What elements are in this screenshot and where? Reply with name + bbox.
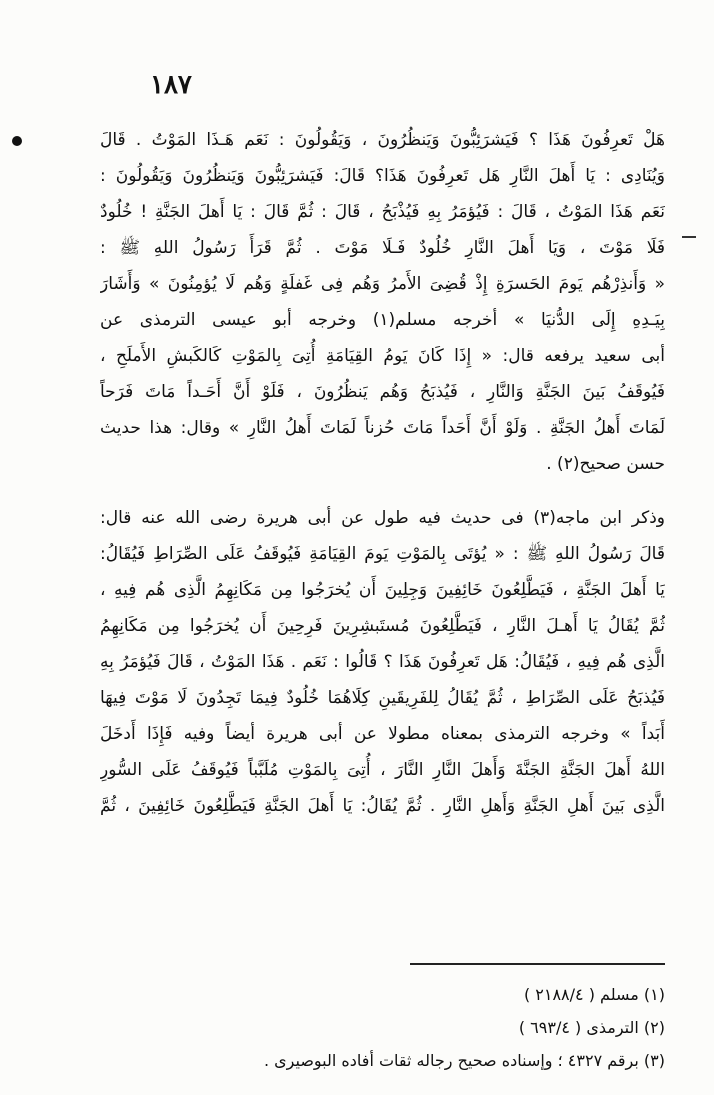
text-line: ثُمَّ يُقَالُ يَا أَهـلَ النَّارِ ، فَيَطَّلِعُونَ مُستَبشِرِينَ فَرِحِينَ أَن يُخرَجُوا مِن مَكَانِهِمُ [100,616,665,636]
text-line: أَبَداً » وخرجه الترمذى بمعناه مطولا عن أبى هريرة أيضاً وفيه فَإِذَا أَدخَلَ [100,724,665,744]
paragraph-gap [100,482,665,500]
text-line: وذكر ابن ماجه(٣) فى حديث فيه طول عن أبى هريرة رضى الله عنه قال: [100,508,665,528]
text-line: اللهُ أَهلَ الجَنَّةِ الجَنَّةَ وَأَهلَ النَّارِ النَّارَ ، أُتِىَ بِالمَوْتِ مُلَبَّباً فَيُوقَفُ عَلَى السُّورِ [100,760,665,780]
margin-ink-dash [682,236,696,238]
footnotes [160,978,665,1077]
text-line: الَّذِى بَينَ أَهلِ الجَنَّةِ وَأَهلِ النَّارِ . ثُمَّ يُقَالُ: يَا أَهلَ الجَنَّةِ فَيَطَّلِعُونَ خَائِفِينَ ، ثُمَّ [100,796,665,816]
text-line: أبى سعيد يرفعه قال: « إِذَا كَانَ يَومُ القِيَامَةِ أُتِىَ بِالمَوْتِ كَالكَبشِ الأَملَحِ ، [100,346,665,366]
footnote-2: (٢) الترمذى ( ٦٩٣/٤ ) [518,1018,665,1037]
text-line: فَيُوقَفُ بَينَ الجَنَّةِ وَالنَّارِ ، فَيُذبَحُ وَهُم يَنظُرُونَ ، فَلَوْ أَنَّ أَحَـداً مَاتَ فَرَحاً [100,382,665,402]
footnote-1: (١) مسلم ( ٢١٨٨/٤ ) [523,985,665,1004]
text-line: فَيُذبَحُ عَلَى الصِّرَاطِ ، ثُمَّ يُقَالُ لِلفَرِيقَينِ كِلَاهُمَا خُلُودٌ فِيمَا تَجِدُونَ لَا مَوْتَ فِيهَا [100,688,665,708]
text-line: « وَأَنذِرْهُم يَومَ الحَسرَةِ إِذْ قُضِىَ الأَمرُ وَهُم فِى غَفلَةٍ وَهُم لَا يُؤمِنُونَ » وَأَشَارَ [100,274,665,294]
text-line: قَالَ رَسُولُ اللهِ ﷺ : « يُؤتَى بِالمَوْتِ يَومَ القِيَامَةِ فَيُوقَفُ عَلَى الصِّرَاطِ فَيُقَالُ: [100,544,665,564]
text-line: نَعَم هَذَا المَوْتُ ، قَالَ : فَيُؤمَرُ بِهِ فَيُذْبَحُ ، قَالَ : ثُمَّ قَالَ : يَا أَهلَ الجَنَّةِ ! خُلُودٌ [100,202,665,222]
margin-ink-dot [12,136,22,146]
main-text [100,122,665,824]
text-line: حسن صحيح(٢) . [546,454,665,474]
text-line: يَا أَهلَ الجَنَّةِ ، فَيَطَّلِعُونَ خَائِفِينَ وَجِلِينَ أَن يُخرَجُوا مِن مَكَانِهِمُ الَّذِى هُم فِيهِ ، [100,580,665,600]
text-line: فَلَا مَوْتَ ، وَيَا أَهلَ النَّارِ خُلُودٌ فَـلَا مَوْتَ . ثُمَّ قَرَأَ رَسُولُ اللهِ ﷺ : [100,238,665,258]
page-number: ١٨٧ [150,70,192,100]
text-line: بِيَـدِهِ إِلَى الدُّنيَا » أخرجه مسلم(١) وخرجه أبو عيسى الترمذى عن [100,310,665,330]
footnote-3: (٣) برقم ٤٣٢٧ ؛ وإسناده صحيح رجاله ثقات أفاده البوصيرى . [263,1051,665,1070]
footnote-divider [410,963,665,965]
text-line: وَيُنَادِى : يَا أَهلَ النَّارِ هَل تَعرِفُونَ هَذَا؟ قَالَ: فَيَشرَئِبُّونَ وَيَنظُرُونَ وَيَقُولُونَ : [100,166,665,186]
text-line: لَمَاتَ أَهلُ الجَنَّةِ . وَلَوْ أَنَّ أَحَداً مَاتَ حُزناً لَمَاتَ أَهلُ النَّارِ » وقال: هذا حديث [100,418,665,438]
text-line: الَّذِى هُم فِيهِ ، فَيُقَالُ: هَل تَعرِفُونَ هَذَا ؟ قَالُوا : نَعَم . هَذَا المَوْتُ ، قَالَ فَيُؤمَرُ بِهِ [100,652,665,672]
text-line: هَلْ تَعرِفُونَ هَذَا ؟ فَيَشرَئِبُّونَ وَيَنظُرُونَ ، وَيَقُولُونَ : نَعَم هَـذَا المَوْتُ . قَالَ [100,130,665,150]
